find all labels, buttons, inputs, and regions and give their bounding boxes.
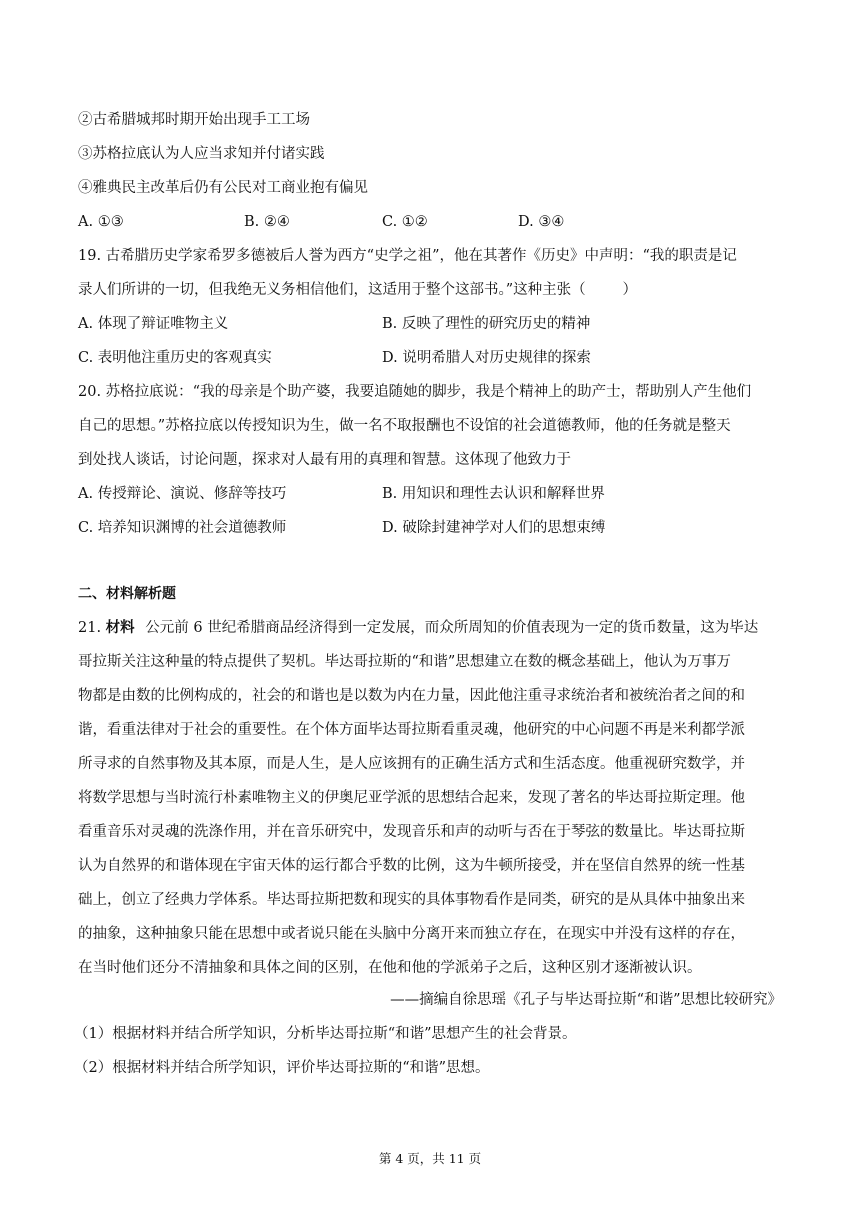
q20-stem-line-2: 自己的思想。”苏格拉底以传授知识为生，做一名不取报酬也不设馆的社会道德教师，他的任务就是整天 xyxy=(78,418,731,434)
q21-source: ——摘编自徐思瑶《孔子与毕达哥拉斯“和谐”思想比较研究》 xyxy=(390,992,782,1008)
q19-stem-line-1: 19. 古希腊历史学家希罗多德被后人誉为西方“史学之祖”，他在其著作《历史》中声明：“我的职责是记 xyxy=(78,248,737,264)
q18-option-a: A. ①③ xyxy=(78,214,124,230)
q20-stem-line-3: 到处找人谈话，讨论问题，探求对人最有用的真理和智慧。这体现了他致力于 xyxy=(78,452,571,468)
q21-line-8: 认为自然界的和谐体现在宇宙天体的运行都合乎数的比例，这为牛顿所接受，并在坚信自然界的统一性基 xyxy=(78,858,745,874)
q21-line-11: 在当时他们还分不清抽象和具体之间的区别，在他和他的学派弟子之后，这种区别才逐渐被认识。 xyxy=(78,960,702,976)
q19-option-b: B. 反映了理性的研究历史的精神 xyxy=(382,316,591,332)
q19-option-d: D. 说明希腊人对历史规律的探索 xyxy=(382,350,591,366)
q18-option-d: D. ③④ xyxy=(518,214,565,230)
q21-line-6: 将数学思想与当时流行朴素唯物主义的伊奥尼亚学派的思想结合起来，发现了著名的毕达哥拉斯定理。他 xyxy=(78,790,745,806)
q20-stem-line-1: 20. 苏格拉底说：“我的母亲是个助产婆，我要追随她的脚步，我是个精神上的助产士，帮助别人产生他们 xyxy=(78,384,752,400)
q21-text-1: 公元前 6 世纪希腊商品经济得到一定发展，而众所周知的价值表现为一定的货币数量，这为毕达 xyxy=(145,620,759,636)
q18-statement-2: ②古希腊城邦时期开始出现手工工场 xyxy=(78,112,310,128)
q21-number: 21. xyxy=(78,620,102,636)
q21-line-5: 所寻求的自然事物及其本原，而是人生，是人应该拥有的正确生活方式和生活态度。他重视研究数学，并 xyxy=(78,756,745,772)
q18-option-b: B. ②④ xyxy=(244,214,290,230)
q21-line-4: 谐，看重法律对于社会的重要性。在个体方面毕达哥拉斯看重灵魂，他研究的中心问题不再是米利都学派 xyxy=(78,722,745,738)
q21-line-3: 物都是由数的比例构成的，社会的和谐也是以数为内在力量，因此他注重寻求统治者和被统治者之间的和 xyxy=(78,688,745,704)
q19-stem-line-2: 录人们所讲的一切，但我绝无义务相信他们，这适用于整个这部书。”这种主张（ ） xyxy=(78,282,638,298)
q21-line-10: 的抽象，这种抽象只能在思想中或者说只能在头脑中分离开来而独立存在，在现实中并没有这样的存在， xyxy=(78,926,745,942)
page-number: 第 4 页，共 11 页 xyxy=(378,1151,482,1166)
q21-line-9: 础上，创立了经典力学体系。毕达哥拉斯把数和现实的具体事物看作是同类，研究的是从具体中抽象出来 xyxy=(78,892,745,908)
q20-option-b: B. 用知识和理性去认识和解释世界 xyxy=(382,486,605,502)
q21-line-2: 哥拉斯关注这种量的特点提供了契机。毕达哥拉斯的“和谐”思想建立在数的概念基础上，他认为万事万 xyxy=(78,654,731,670)
q21-sub-question-1: （1）根据材料并结合所学知识，分析毕达哥拉斯“和谐”思想产生的社会背景。 xyxy=(74,1026,577,1042)
q18-statement-4: ④雅典民主改革后仍有公民对工商业抱有偏见 xyxy=(78,180,368,196)
q21-sub-question-2: （2）根据材料并结合所学知识，评价毕达哥拉斯的“和谐”思想。 xyxy=(74,1060,490,1076)
q20-option-d: D. 破除封建神学对人们的思想束缚 xyxy=(382,520,606,536)
q19-option-a: A. 体现了辩证唯物主义 xyxy=(78,316,229,332)
q18-statement-3: ③苏格拉底认为人应当求知并付诸实践 xyxy=(78,146,325,162)
q21-line-1 xyxy=(78,618,778,638)
q18-option-c: C. ①② xyxy=(382,214,428,230)
q19-option-c: C. 表明他注重历史的客观真实 xyxy=(78,350,272,366)
q21-line-7: 看重音乐对灵魂的洗涤作用，并在音乐研究中，发现音乐和声的动听与否在于琴弦的数量比。毕达哥拉斯 xyxy=(78,824,745,840)
q21-material-label: 材料 xyxy=(105,619,135,636)
section-title: 二、材料解析题 xyxy=(78,586,176,602)
q20-option-c: C. 培养知识渊博的社会道德教师 xyxy=(78,520,287,536)
q20-option-a: A. 传授辩论、演说、修辞等技巧 xyxy=(78,486,287,502)
